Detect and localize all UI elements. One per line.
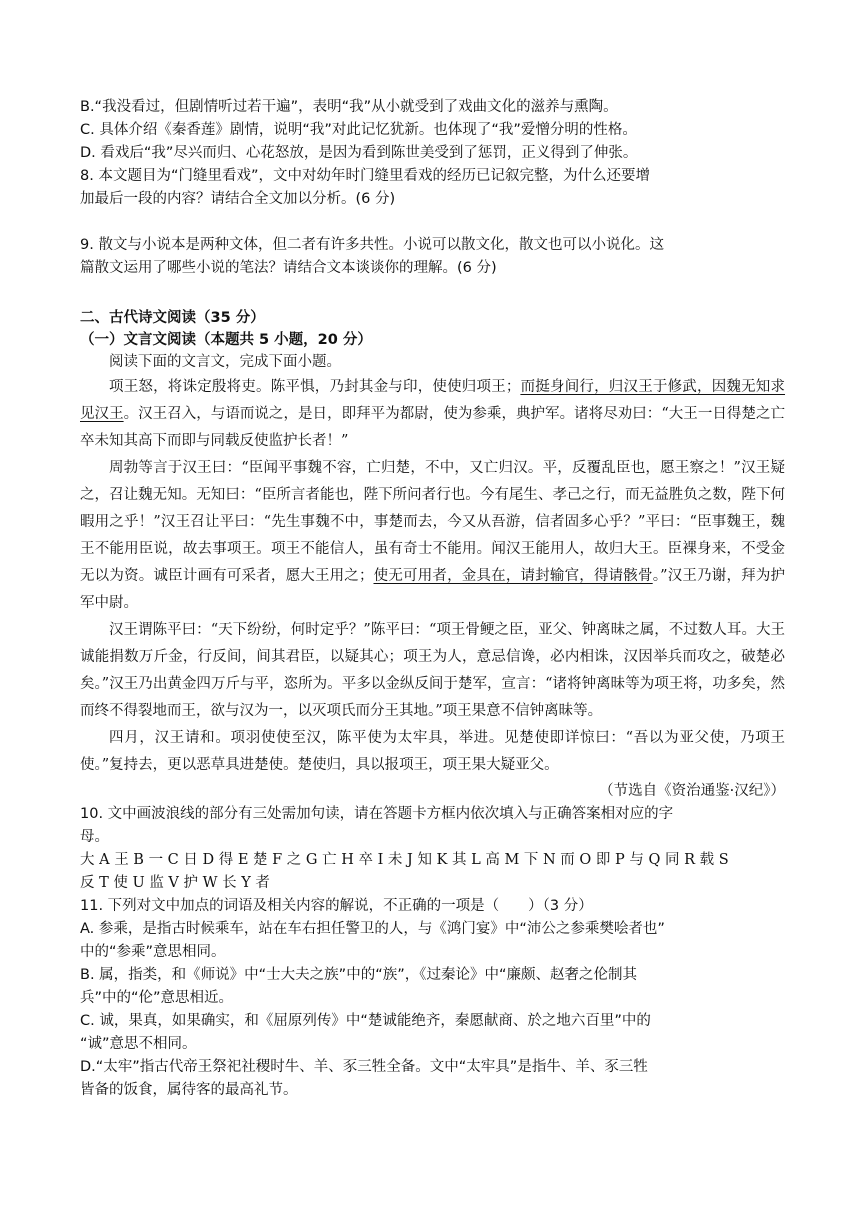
underlined-text: 使无可用者，金具在，请封输官，得请骸骨 [373, 568, 653, 584]
passage-source: （节选自《资治通鉴·汉纪》） [599, 783, 785, 799]
q11-option-b-2: 兵”中的“伦”意思相近。 [80, 990, 234, 1006]
text-run: 。汉王召入，与语而说之，是日，即拜平为都尉，使为参乘，典护军。诸将尽劝曰： [123, 406, 662, 422]
passage-paragraph-1 [80, 374, 785, 455]
underlined-text: 而挺身间行，归汉王于修武，因魏无知求见汉王 [80, 379, 786, 422]
q11-option-b-1: B. 属，指类，和《师说》中“士大夫之族”中的“族”，《过秦论》中“廉颇、赵奢之伦制其 [80, 967, 637, 983]
q11-option-d-2: 皆备的饭食，属待客的最高礼节。 [80, 1082, 298, 1098]
q9-line-1: 9. 散文与小说本是两种文体，但二者有许多共性。小说可以散文化，散文也可以小说化。这 [80, 237, 664, 253]
q11-option-a-1: A. 参乘，是指古时候乘车，站在车右担任警卫的人，与《鸿门宴》中“沛公之参乘樊哙者也” [80, 921, 665, 937]
q7-option-c: C. 具体介绍《秦香莲》剧情，说明“我”对此记忆犹新。也体现了“我”爱憎分明的性格。 [80, 122, 637, 138]
q11-stem: 11. 下列对文中加点的词语及相关内容的解说，不正确的一项是（ ）（3 分） [80, 898, 593, 914]
q8-line-1: 8. 本文题目为“门缝里看戏”，文中对幼年时门缝里看戏的经历已记叙完整，为什么还要增 [80, 168, 650, 184]
answer-space [80, 280, 785, 303]
text-run: 项王怒，将诛定殷将吏。陈平惧，乃封其金与印，使使归项王； [109, 379, 521, 395]
q11-option-c-2: “诚”意思不相同。 [80, 1036, 197, 1052]
q10-line-1: 10. 文中画波浪线的部分有三处需加句读，请在答题卡方框内依次填入与正确答案相对应的字 [80, 806, 674, 822]
exam-page [80, 96, 785, 1102]
wavy-underlined-text: “大王一日得楚之亡卒未知其高下而即与同载反使监护长者！” [80, 406, 786, 449]
passage-paragraph-4: 四月，汉王请和。项羽使使至汉，陈平使为太牢具，举进。见楚使即详惊曰：“吾以为亚父使，乃项王使。”复持去，更以恶草具进楚使。楚使归，具以报项王，项王果大疑亚父。 [80, 730, 785, 773]
subsection-title: （一）文言文阅读（本题共 5 小题，20 分） [80, 332, 372, 348]
text-run: 。”汉王乃谢，拜为护军中尉。 [80, 568, 786, 611]
q7-option-d: D. 看戏后“我”尽兴而归、心花怒放，是因为看到陈世美受到了惩罚，正义得到了伸张。 [80, 145, 638, 161]
q10-options-2: 反 T 使 U 监 V 护 W 长 Y 者 [80, 875, 270, 891]
q11-option-c-1: C. 诚，果真，如果确实，和《屈原列传》中“楚诚能绝齐，秦愿献商、於之地六百里”中的 [80, 1013, 651, 1029]
q10-line-2: 母。 [80, 829, 109, 845]
q8-line-2: 加最后一段的内容？请结合全文加以分析。(6 分) [80, 191, 396, 207]
text-run: 周勃等言于汉王曰：“臣闻平事魏不容，亡归楚，不中，又亡归汉。平，反覆乱臣也，愿王察之！”汉王疑之，召让魏无知。无知曰：“臣所言者能也，陛下所问者行也。今有尾生、孝己之行，而无益胜负之数，陛下何暇用之乎！”汉王召让平曰：“先生事魏不中，事楚而去，今又从吾游，信者固多心乎？”平曰：“臣事魏王，魏王不能用臣说，故去事项王。项王不能信人，虽有奇士不能用。闻汉王能用人，故归大王。臣裸身来，不受金无以为资。诚臣计画有可采者，愿大王用之； [80, 460, 785, 584]
instruction: 阅读下面的文言文，完成下面小题。 [109, 354, 341, 370]
q11-option-a-2: 中的“参乘”意思相同。 [80, 944, 226, 960]
section-title: 二、古代诗文阅读（35 分） [80, 310, 265, 326]
q7-option-b: B.“我没看过，但剧情听过若干遍”，表明“我”从小就受到了戏曲文化的滋养与熏陶。 [80, 99, 618, 115]
q11-option-d-1: D.“太牢”指古代帝王祭祀社稷时牛、羊、豕三牲全备。文中“太牢具”是指牛、羊、豕三牲 [80, 1059, 648, 1075]
passage-paragraph-3: 汉王谓陈平曰：“天下纷纷，何时定乎？”陈平曰：“项王骨鲠之臣，亚父、钟离昧之属，不过数人耳。大王诚能捐数万斤金，行反间，间其君臣，以疑其心；项王为人，意忌信谗，必内相诛，汉因举兵而攻之，破楚必矣。”汉王乃出黄金四万斤与平，恣所为。平多以金纵反间于楚军，宣言：“诸将钟离昧等为项王将，功多矣，然而终不得裂地而王，欲与汉为一，以灭项氏而分王其地。”项王果意不信钟离昧等。 [80, 622, 785, 719]
q9-line-2: 篇散文运用了哪些小说的笔法？请结合文本谈谈你的理解。(6 分) [80, 260, 497, 276]
passage-paragraph-2 [80, 455, 785, 617]
q10-options-1: 大 A 王 B 一 C 日 D 得 E 楚 F 之 G 亡 H 卒 I 未 J 知 K 其 L 高 M 下 N 而 O 即 P 与 Q 同 R 载 S [80, 852, 729, 868]
answer-space [80, 211, 785, 234]
